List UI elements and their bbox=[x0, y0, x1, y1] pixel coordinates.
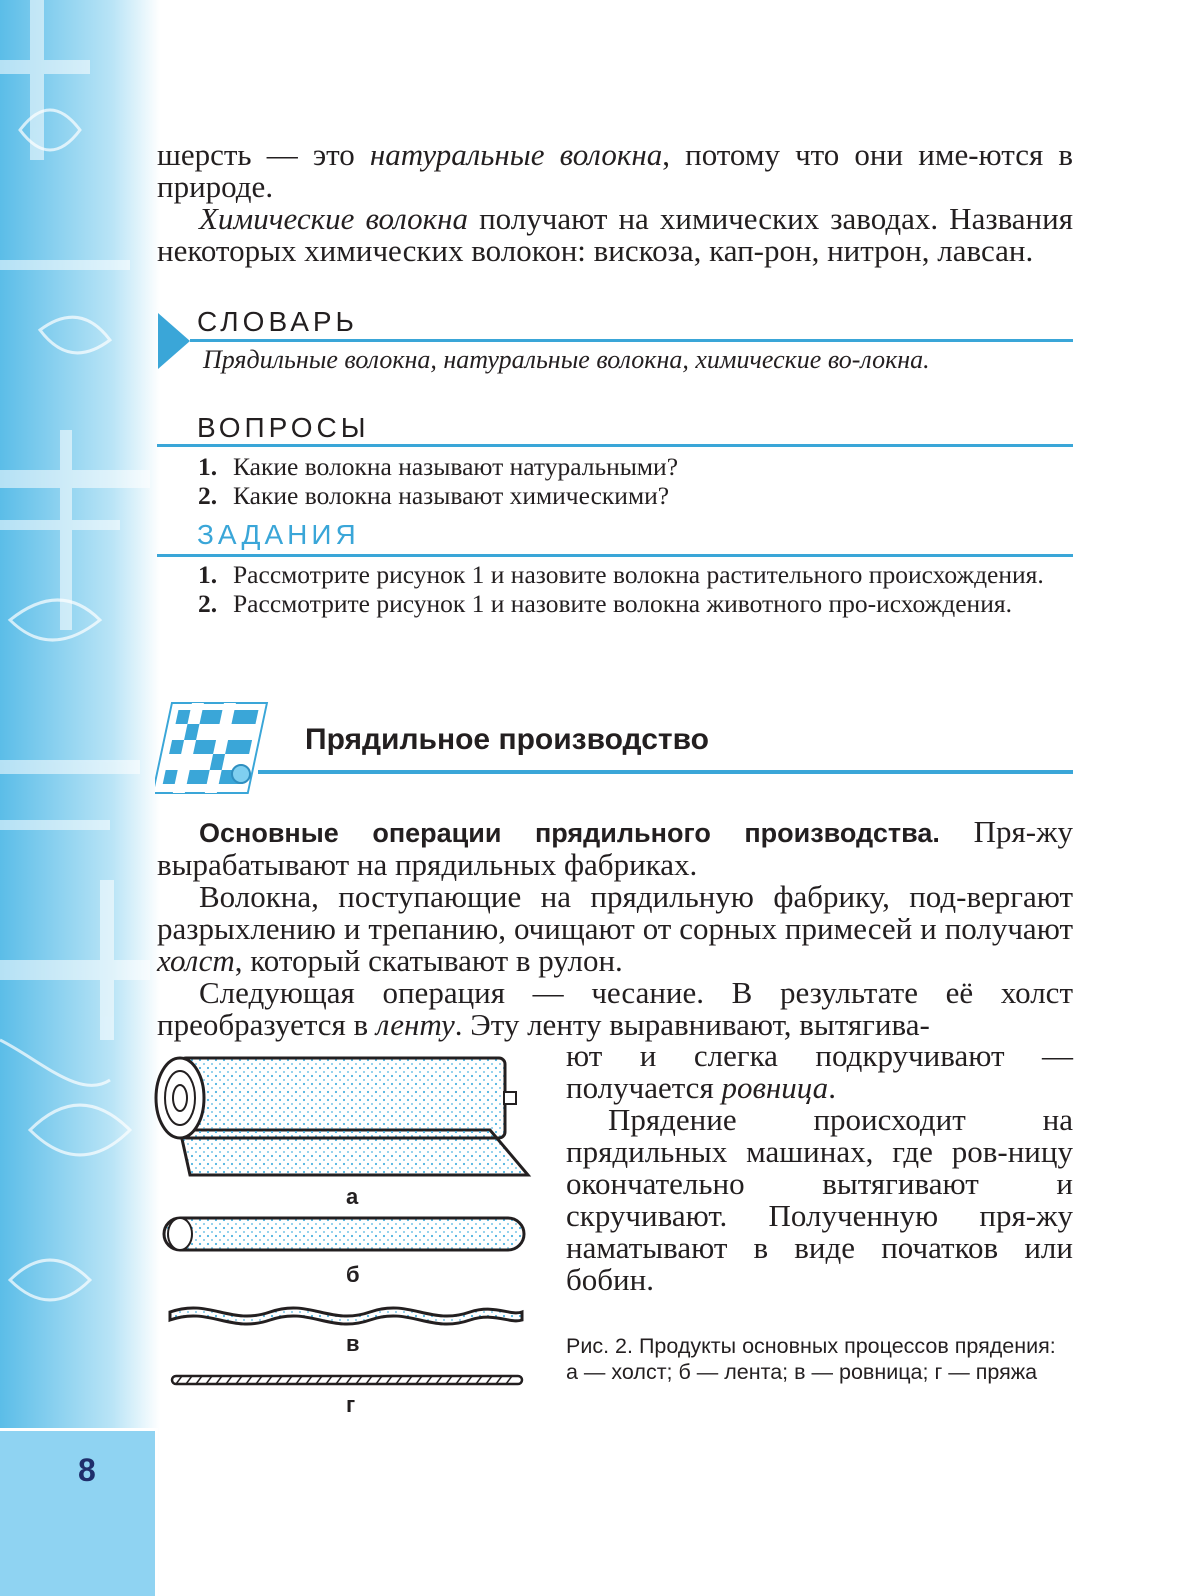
section-body-right: ют и слегка подкручивают — получается ровница. Прядение происходит на прядильных машинах, где ров-ницу окончательно вытягивают и скручивают. Полученную пря-жу наматывают в виде початков или бобин. bbox=[566, 1038, 1073, 1297]
figure-label-v: в bbox=[346, 1331, 360, 1356]
list-item: 2. Рассмотрите рисунок 1 и назовите волокна животного про-исхождения. bbox=[198, 589, 1012, 618]
weave-icon bbox=[155, 698, 275, 798]
canvas-roll-illustration bbox=[156, 1058, 528, 1175]
glossary-rule bbox=[190, 339, 1073, 342]
section-rule bbox=[258, 770, 1073, 774]
questions-title: ВОПРОСЫ bbox=[197, 412, 370, 443]
figure-label-a: а bbox=[346, 1184, 359, 1209]
page-number: 8 bbox=[78, 1452, 96, 1488]
figure-label-g: г bbox=[346, 1392, 356, 1417]
tasks-rule bbox=[157, 554, 1073, 557]
questions-rule bbox=[157, 444, 1073, 447]
glossary-text: Прядильные волокна, натуральные волокна, химические во-локна. bbox=[203, 345, 930, 374]
questions-list bbox=[198, 452, 1073, 510]
tasks-title: ЗАДАНИЯ bbox=[197, 519, 360, 550]
list-item: 2. Какие волокна называют химическими? bbox=[198, 481, 670, 510]
sliver-illustration bbox=[164, 1218, 524, 1250]
list-item: 1. Рассмотрите рисунок 1 и назовите волокна растительного происхождения. bbox=[198, 560, 1044, 589]
spinning-products-figure bbox=[150, 1050, 540, 1420]
section-body: Основные операции прядильного производства. Пря-жу вырабатывают на прядильных фабриках. Волокна, поступающие на прядильную фабрику, под-вергают разрыхлению и трепанию, очищают от сорных примесей и получают холст, который скатывают в рулон. Следующая операция — чесание. В результате её холст преобразуется в ленту. Эту ленту выравнивают, вытягива- bbox=[157, 814, 1074, 1042]
glossary-title: СЛОВАРЬ bbox=[197, 306, 358, 337]
roving-illustration bbox=[170, 1308, 522, 1324]
list-item: 1. Какие волокна называют натуральными? bbox=[198, 452, 679, 481]
figure-label-b: б bbox=[346, 1262, 360, 1287]
tasks-list bbox=[198, 560, 1073, 618]
section-heading: Прядильное производство bbox=[305, 723, 709, 756]
intro-text: шерсть — это натуральные волокна, потому что они име-ются в природе. Химические волокна получают на химических заводах. Названия некоторых химических волокон: вискоза, кап-рон, нитрон, лавсан. bbox=[157, 137, 1073, 268]
yarn-illustration bbox=[172, 1376, 522, 1384]
decorative-floral-strip bbox=[0, 0, 160, 1596]
figure-caption: Рис. 2. Продукты основных процессов прядения: а — холст; б — лента; в — ровница; г — пряжа bbox=[566, 1334, 1056, 1384]
